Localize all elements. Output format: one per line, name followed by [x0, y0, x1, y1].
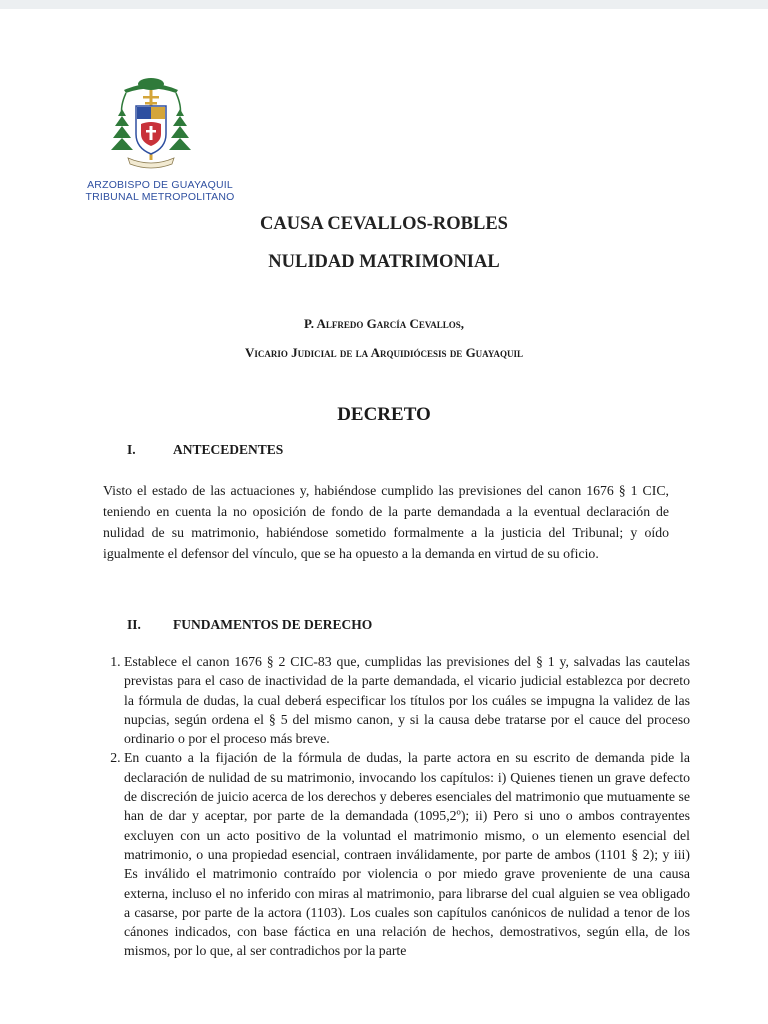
- organization-name: [60, 179, 260, 203]
- case-title: CAUSA CEVALLOS-ROBLES: [260, 214, 508, 234]
- archdiocese-crest-icon: [110, 76, 192, 172]
- page-edge: [0, 0, 768, 9]
- fundamentos-list: [103, 652, 690, 961]
- section-number: II.: [127, 617, 141, 632]
- org-line-2: TRIBUNAL METROPOLITANO: [85, 191, 235, 203]
- decree-title: DECRETO: [337, 404, 431, 425]
- author-role: Vicario Judicial de la Arquidiócesis de Guayaquil: [244, 345, 524, 360]
- section-label: FUNDAMENTOS DE DERECHO: [173, 617, 373, 632]
- author-name: P. Alfredo García Cevallos,: [303, 316, 465, 331]
- org-line-1: ARZOBISPO DE GUAYAQUIL: [87, 179, 233, 191]
- case-subtitle: NULIDAD MATRIMONIAL: [268, 252, 500, 272]
- section-label: ANTECEDENTES: [173, 442, 284, 457]
- antecedentes-paragraph: Visto el estado de las actuaciones y, habiéndose cumplido las previsiones del canon 1676 § 1 CIC, teniendo en cuenta la no oposición de fondo de la parte demandada a la eventual declaración de nulidad de su matrimonio, habiéndose sometido formalmente a la justicia del Tribunal; y oído igualmente el defensor del vínculo, que se ha opuesto a la demanda en virtud de su oficio.: [103, 483, 669, 561]
- section-number: I.: [127, 442, 136, 457]
- list-item: 2. En cuanto a la fijación de la fórmula de dudas, la parte actora en su escrito de demanda pide la declaración de nulidad de su matrimonio, invocando los capítulos: i) Quienes tienen un grave defecto de discreción de juicio acerca de los derechos y deberes esenciales del matrimonio que mutuamente se han de dar y aceptar, por parte de la demandada (1095,2º); ii) Pero si uno o ambos contrayentes excluyen con un acto positivo de la voluntad el matrimonio mismo, o un elemento esencial del matrimonio, o una propiedad esencial, contraen inválidamente, por parte de ambos (1101 § 2); y iii) Es inválido el matrimonio contraído por violencia o por miedo grave proveniente de una causa externa, incluso el no inferido con miras al matrimonio, para librarse del cual alguien se vea obligado a casarse, por parte de la actora (1103). Los cuales son capítulos canónicos de nulidad a tenor de los cánones indicados, con base fáctica en una relación de hechos, demostrativos, según ella, de los mismos, por lo que, al ser contradichos por la parte: [124, 748, 690, 960]
- list-item: 1. Establece el canon 1676 § 2 CIC-83 que, cumplidas las previsiones del § 1 y, salvadas las cautelas previstas para el caso de inactividad de la parte demandada, el vicario judicial establezca por decreto la fórmula de dudas, la cual deberá especificar los títulos por los cuáles se impugna la validez de las nupcias, según ordena el § 5 del mismo canon, y si la causa debe tratarse por el cauce del proceso ordinario o por el proceso más breve.: [124, 652, 690, 748]
